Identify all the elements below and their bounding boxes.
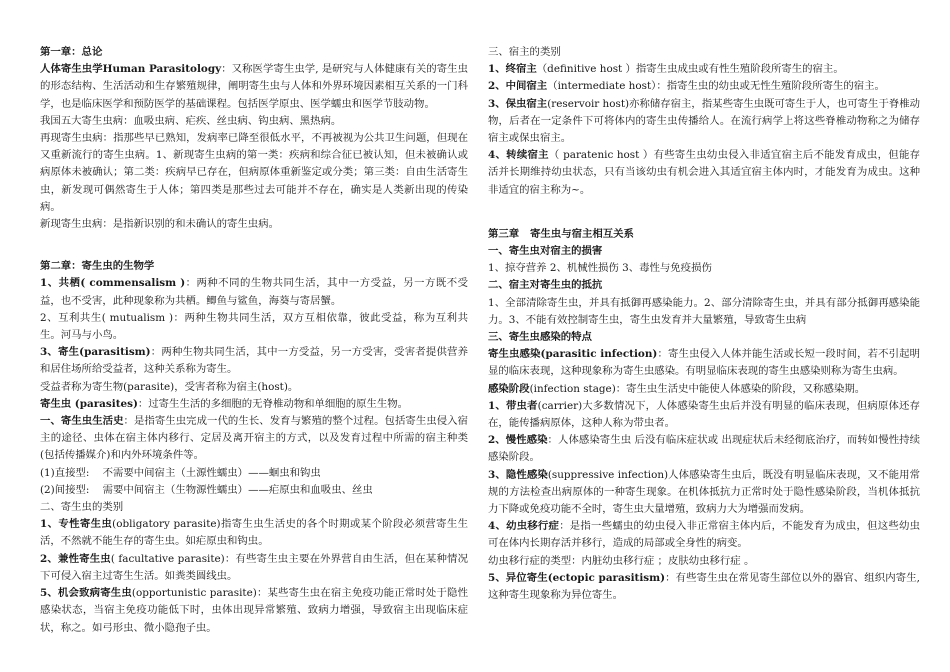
paragraph-paratenic-host: 4、转续宿主（ paratenic host ）有些寄生虫幼虫侵入非适宜宿主后不能发育成虫，但能存活并长期维持幼虫状态，只有当该幼虫有机会进入其适宜宿主体内时，才能发育为成虫。这种非适宜的宿主称为~。 — [488, 149, 921, 196]
paragraph-life-cycle: 一、寄生虫生活史：是指寄生虫完成一代的生长、发育与繁殖的整个过程。包括寄生虫侵入宿主的途径、虫体在宿主体内移行、定居及离开宿主的方式，以及发育过程中所需的宿主种类(包括传播媒介)和内外环境条件等。 — [40, 415, 469, 462]
paragraph-parasitic-infection: 寄生虫感染(parasitic infection)：寄生虫侵入人体并能生活或长短一段时间，若不引起明显的临床表现，这种现象称为寄生虫感染。有明显临床表现的寄生虫感染则称为寄生虫病。 — [488, 348, 921, 378]
paragraph-ectopic-parasitism: 5、异位寄生(ectopic parasitism)：有些寄生虫在常见寄生部位以外的器官、组织内寄生,这种寄生现象称为异位寄生。 — [488, 571, 920, 602]
paragraph-parasite-types: 二、寄生虫的类别 — [40, 501, 124, 514]
section-2-title: 二、宿主对寄生虫的抵抗 — [488, 279, 603, 292]
paragraph-host-types: 三、宿主的类别 — [488, 46, 561, 58]
paragraph-damage: 1、掠夺营养 2、机械性损伤 3、毒性与免疫损伤 — [488, 262, 712, 275]
paragraph-direct-type: (1)直接型: 不需要中间宿主（土源性蠕虫）——蛔虫和钩虫 — [40, 466, 321, 479]
paragraph-obligatory-parasite: 1、专性寄生虫(obligatory parasite)指寄生虫生活史的各个时期或某个阶段必须营寄生生活，不然就不能生存的寄生虫。如疟原虫和钩虫。 — [40, 518, 468, 548]
paragraph-emerging-diseases: 新现寄生虫病：是指新识别的和未确认的寄生虫病。 — [40, 218, 279, 231]
paragraph-parasites: 寄生虫 (parasites)：过寄生生活的多细胞的无脊椎动物和单细胞的原生生物。 — [40, 397, 409, 410]
section-3-title: 三、寄生虫感染的特点 — [488, 331, 592, 344]
paragraph-parasitism: 3、寄生(parasitism)：两种生物共同生活，其中一方受益，另一方受害，受害者提供营养和居住场所给受益者，这种关系称为寄生。 — [40, 346, 469, 376]
paragraph-reservoir-host: 3、保虫宿主(reservoir host)亦称储存宿主，指某些寄生虫既可寄生于人，也可寄生于脊椎动物，后者在一定条件下可将体内的寄生虫传播给人。在流行病学上将这些脊椎动物称之为储存宿主或保虫宿主。 — [488, 97, 921, 145]
paragraph-resistance: 1、全部清除寄生虫，并具有抵御再感染能力。2、部分清除寄生虫，并具有部分抵御再感染能力。3、不能有效控制寄生虫，寄生虫发育并大量繁殖，导致寄生虫病 — [488, 296, 920, 326]
paragraph-facultative-parasite: 2、兼性寄生虫( facultative parasite)：有些寄生虫主要在外界营自由生活，但在某种情况下可侵入宿主过寄生生活。如粪类圆线虫。 — [40, 552, 469, 582]
chapter-2-title: 第二章：寄生虫的生物学 — [40, 260, 155, 273]
paragraph-parasite-host: 受益者称为寄生物(parasite)，受害者称为宿主(host)。 — [40, 380, 299, 393]
paragraph-reemerging-diseases: 再现寄生虫病：指那些早已熟知，发病率已降至很低水平，不再被视为公共卫生问题，但现在又重新流行的寄生虫病。1、新现寄生虫病的第一类：疾病和综合征已被认知，但未被确认或病原体未被确认；第二类：疾病早已存在，但病原体重新鉴定或分类；第三类：自由生活寄生虫，新发现可偶然寄生于人体；第四类是那些过去可能并不存在，确实是人类新出现的传染病。 — [40, 132, 468, 213]
section-1-title: 一、寄生虫对宿主的损害 — [488, 245, 603, 258]
paragraph-human-parasitology: 人体寄生虫学Human Parasitology：又称医学寄生虫学, 是研究与人体健康有关的寄生虫的形态结构、生活活动和生存繁殖规律，阐明寄生虫与人体和外界环境因素相互关系的一门科学，也是临床医学和预防医学的基础课程。包括医学原虫、医学蠕虫和医学节肢动物。 — [40, 63, 469, 110]
paragraph-intermediate-host: 2、中间宿主（intermediate host）：指寄生虫的幼虫或无性生殖阶段所寄生的宿主。 — [488, 80, 885, 93]
paragraph-definitive-host: 1、终宿主（definitive host ）指寄生虫成虫或有性生殖阶段所寄生的宿主。 — [488, 63, 844, 76]
term-human-parasitology: 人体寄生虫学Human Parasitology — [40, 63, 222, 76]
paragraph-chronic-infection: 2、慢性感染：人体感染寄生虫 后没有临床症状或 出现症状后未经彻底治疗，而转如慢性持续感染阶段。 — [488, 434, 920, 464]
paragraph-indirect-type: (2)间接型: 需要中间宿主（生物源性蠕虫）——疟原虫和血吸虫、丝虫 — [40, 483, 373, 496]
right-column — [488, 44, 920, 604]
chapter-3-title: 第三章 寄生虫与宿主相互关系 — [488, 227, 634, 240]
paragraph-suppressive-infection: 3、隐性感染(suppressive infection)人体感染寄生虫后，既没有明显临床表现，又不能用常规的方法检查出病原体的一种寄生现象。在机体抵抗力正常时处于隐性感染阶段，当机体抵抗力下降或免疫功能不全时，寄生虫大量增殖，致病力大为增强而发病。 — [488, 468, 920, 516]
paragraph-mutualism: 2、互利共生( mutualism )：两种生物共同生活，双方互相依靠，彼此受益，称为互利共生。河马与小鸟。 — [40, 311, 468, 342]
chapter-1-title: 第一章：总论 — [40, 46, 103, 58]
paragraph-larva-migrans: 4、幼虫移行症：是指一些蠕虫的幼虫侵入非正常宿主体内后，不能发育为成虫，但这些幼虫可在体内长期存活并移行，造成的局部或全身性的病变。 — [488, 520, 921, 550]
paragraph-opportunistic-parasite: 5、机会致病寄生虫(opportunistic parasite)：某些寄生虫在宿主免疫功能正常时处于隐性感染状态，当宿主免疫功能低下时，虫体出现异常繁殖、致病力增强，导致宿主出现临床症状，称之。如弓形虫、微小隐孢子虫。 — [40, 587, 468, 634]
paragraph-larva-migrans-types: 幼虫移行症的类型：内脏幼虫移行症 ；皮肤幼虫移行症 。 — [488, 554, 755, 567]
paragraph-five-major-diseases: 我国五大寄生虫病：血吸虫病、疟疾、丝虫病、钩虫病、黑热病。 — [40, 114, 342, 127]
paragraph-carrier: 1、带虫者(carrier)大多数情况下，人体感染寄生虫后并没有明显的临床表现，但病原体还存在，能传播病原体，这种人称为带虫者。 — [488, 399, 920, 430]
left-column — [40, 44, 468, 637]
paragraph-infection-stage: 感染阶段(infection stage)：寄生虫生活史中能使人体感染的阶段，又称感染期。 — [488, 382, 866, 395]
paragraph-commensalism: 1、共栖( commensalism )：两种不同的生物共同生活，其中一方受益，另一方既不受益，也不受害，此种现象称为共栖。鲫鱼与鲨鱼，海葵与寄居蟹。 — [40, 277, 469, 307]
